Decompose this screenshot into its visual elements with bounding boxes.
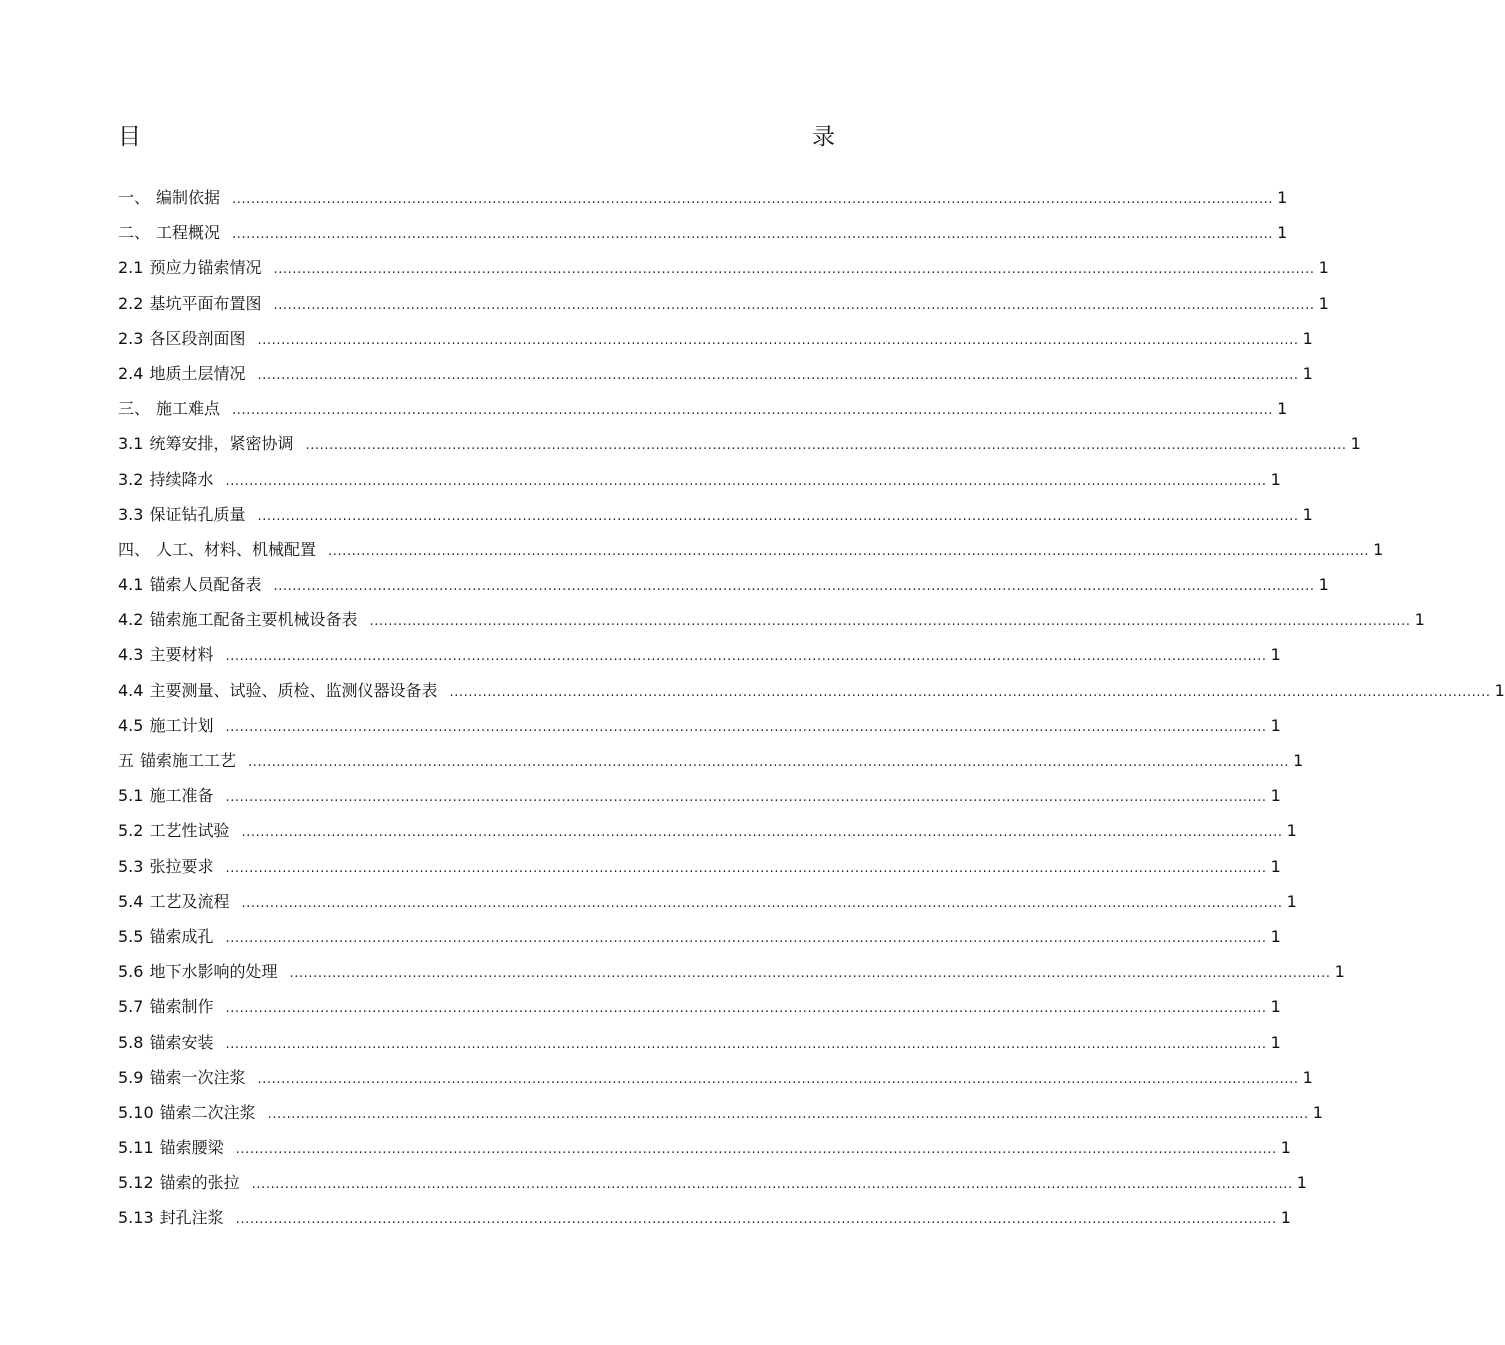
- toc-entry-number: 三、: [118, 399, 151, 419]
- toc-entry-page-number: 1: [1312, 1102, 1323, 1122]
- toc-entry-title: 锚索施工配备主要机械设备表: [149, 610, 358, 630]
- toc-entry-title: 主要测量、试验、质检、监测仪器设备表: [149, 680, 438, 700]
- toc-entry-page-number: 1: [1270, 1032, 1281, 1052]
- dot-leader: ............................................................................................................................................................................................................................: [225, 930, 1267, 946]
- toc-entry-number: 4.1: [118, 575, 144, 595]
- toc-entry-page-number: 1: [1270, 469, 1281, 489]
- dot-leader: ............................................................................................................................................................................................................................: [273, 297, 1315, 313]
- dot-leader: ............................................................................................................................................................................................................................: [225, 473, 1267, 489]
- dot-leader: ............................................................................................................................................................................................................................: [241, 895, 1283, 911]
- toc-entry-number: 5.2: [118, 821, 144, 841]
- dot-leader: ............................................................................................................................................................................................................................: [232, 192, 1274, 207]
- toc-entry-title: 封孔注浆: [159, 1208, 224, 1228]
- toc-entry-page-number: 1: [1286, 891, 1297, 911]
- toc-entry-page-number: 1: [1277, 399, 1288, 419]
- toc-entry-page-number: 1: [1270, 645, 1281, 665]
- toc-entry[interactable]: [118, 321, 1313, 356]
- toc-entry-title: 张拉要求: [149, 856, 214, 876]
- dot-leader: ............................................................................................................................................................................................................................: [232, 403, 1274, 419]
- toc-entry[interactable]: [118, 1130, 1291, 1165]
- toc-entry-number: 3.1: [118, 434, 144, 454]
- toc-entry-title: 施工计划: [149, 715, 214, 735]
- toc-entry-page-number: 1: [1302, 328, 1313, 348]
- toc-entry-title: 锚索制作: [149, 997, 214, 1017]
- toc-entry-number: 5.11: [118, 1138, 154, 1158]
- dot-leader: ............................................................................................................................................................................................................................: [225, 790, 1267, 806]
- toc-entry-title: 锚索一次注浆: [149, 1067, 246, 1087]
- dot-leader: ............................................................................................................................................................................................................................: [273, 579, 1315, 595]
- dot-leader: ............................................................................................................................................................................................................................: [248, 755, 1290, 770]
- dot-leader: ............................................................................................................................................................................................................................: [328, 543, 1370, 559]
- toc-entry-number: 2.4: [118, 363, 144, 383]
- dot-leader: ............................................................................................................................................................................................................................: [251, 1177, 1293, 1193]
- dot-leader: ............................................................................................................................................................................................................................: [257, 332, 1299, 348]
- toc-entry-title: 施工难点: [156, 399, 221, 419]
- toc-entry-page-number: 1: [1270, 786, 1281, 806]
- toc-entry-page-number: 1: [1270, 856, 1281, 876]
- toc-entry-title: 地下水影响的处理: [149, 962, 278, 982]
- toc-entry-title: 保证钻孔质量: [149, 504, 246, 524]
- toc-entry[interactable]: [118, 849, 1281, 884]
- toc-entry-number: 5.13: [118, 1208, 154, 1228]
- dot-leader: ............................................................................................................................................................................................................................: [235, 1142, 1277, 1158]
- toc-entry[interactable]: [118, 1025, 1281, 1060]
- toc-entry-number: 5.8: [118, 1032, 144, 1052]
- dot-leader: ............................................................................................................................................................................................................................: [289, 966, 1331, 982]
- toc-entry-number: 5.5: [118, 926, 144, 946]
- toc-entry-number: 二、: [118, 223, 151, 243]
- toc-entry[interactable]: [118, 1095, 1323, 1130]
- toc-entry[interactable]: [118, 462, 1281, 497]
- toc-entry[interactable]: [118, 1165, 1307, 1200]
- toc-entry-number: 5.4: [118, 891, 144, 911]
- toc-entry[interactable]: [118, 215, 1288, 250]
- dot-leader: ............................................................................................................................................................................................................................: [225, 649, 1267, 665]
- toc-entry-number: 五: [118, 751, 135, 770]
- toc-entry-page-number: 1: [1280, 1138, 1291, 1158]
- toc-entry-number: 4.4: [118, 680, 144, 700]
- toc-entry-page-number: 1: [1280, 1208, 1291, 1228]
- toc-entry[interactable]: [118, 356, 1313, 391]
- toc-entry-title: 锚索成孔: [149, 926, 214, 946]
- toc-entry-number: 5.1: [118, 786, 144, 806]
- toc-entry[interactable]: [118, 391, 1288, 426]
- toc-entry-number: 2.3: [118, 328, 144, 348]
- toc-entry-number: 4.3: [118, 645, 144, 665]
- toc-entry-page-number: 1: [1494, 680, 1505, 700]
- toc-entry-title: 锚索腰梁: [159, 1138, 224, 1158]
- dot-leader: ............................................................................................................................................................................................................................: [225, 1036, 1267, 1052]
- toc-entry-title: 锚索的张拉: [159, 1173, 240, 1193]
- toc-entry-page-number: 1: [1318, 293, 1329, 313]
- toc-entry-title: 锚索安装: [149, 1032, 214, 1052]
- toc-entry-number: 5.10: [118, 1102, 154, 1122]
- toc-entry-number: 3.3: [118, 504, 144, 524]
- toc-entry-title: 统筹安排，紧密协调: [149, 434, 294, 454]
- toc-entry-title: 施工准备: [149, 786, 214, 806]
- toc-entry-title: 人工、材料、机械配置: [156, 539, 317, 559]
- dot-leader: ............................................................................................................................................................................................................................: [267, 1106, 1309, 1122]
- toc-entry[interactable]: [118, 637, 1281, 672]
- toc-entry-page-number: 1: [1270, 715, 1281, 735]
- toc-entry[interactable]: [118, 954, 1345, 989]
- dot-leader: ............................................................................................................................................................................................................................: [257, 367, 1299, 383]
- toc-entry-title: 锚索施工工艺: [140, 751, 237, 770]
- dot-leader: ............................................................................................................................................................................................................................: [257, 1071, 1299, 1087]
- toc-entry-title: 主要材料: [149, 645, 214, 665]
- toc-entry-number: 5.9: [118, 1067, 144, 1087]
- toc-entry[interactable]: [118, 250, 1329, 285]
- toc-title-left: 目: [118, 124, 141, 150]
- toc-entry-title: 持续降水: [149, 469, 214, 489]
- toc-entry-number: 5.6: [118, 962, 144, 982]
- toc-entry-page-number: 1: [1350, 434, 1361, 454]
- dot-leader: ............................................................................................................................................................................................................................: [232, 227, 1274, 243]
- toc-entry[interactable]: [118, 884, 1297, 919]
- dot-leader: ............................................................................................................................................................................................................................: [305, 438, 1347, 454]
- toc-entry-number: 4.5: [118, 715, 144, 735]
- dot-leader: ............................................................................................................................................................................................................................: [225, 1001, 1267, 1017]
- toc-title-right: 录: [812, 124, 835, 150]
- toc-entry-number: 一、: [118, 188, 151, 207]
- toc-entry[interactable]: [118, 1060, 1313, 1095]
- toc-entry-title: 工程概况: [156, 223, 221, 243]
- dot-leader: ............................................................................................................................................................................................................................: [235, 1212, 1277, 1228]
- dot-leader: ............................................................................................................................................................................................................................: [225, 860, 1267, 876]
- toc-entry-title: 编制依据: [156, 188, 221, 207]
- toc-entry-page-number: 1: [1373, 539, 1384, 559]
- toc-entry[interactable]: [118, 426, 1361, 461]
- toc-entry[interactable]: [118, 602, 1425, 637]
- toc-entry-page-number: 1: [1318, 575, 1329, 595]
- toc-entry-page-number: 1: [1414, 610, 1425, 630]
- toc-entry[interactable]: [118, 497, 1313, 532]
- toc-entry-page-number: 1: [1270, 997, 1281, 1017]
- dot-leader: ............................................................................................................................................................................................................................: [241, 825, 1283, 841]
- toc-entry-number: 四、: [118, 539, 151, 559]
- toc-entry[interactable]: [118, 778, 1281, 813]
- toc-entry-title: 工艺及流程: [149, 891, 230, 911]
- toc-entry[interactable]: [118, 813, 1297, 848]
- toc-entry-number: 5.7: [118, 997, 144, 1017]
- toc-entry-title: 基坑平面布置图: [149, 293, 262, 313]
- toc-entry-page-number: 1: [1302, 363, 1313, 383]
- toc-entry-page-number: 1: [1318, 258, 1329, 278]
- toc-entry-title: 各区段剖面图: [149, 328, 246, 348]
- toc-entry-page-number: 1: [1302, 1067, 1313, 1087]
- toc-entry-title: 锚索二次注浆: [159, 1102, 256, 1122]
- toc-entry-page-number: 1: [1296, 1173, 1307, 1193]
- toc-entry-number: 5.3: [118, 856, 144, 876]
- toc-entry[interactable]: [118, 708, 1281, 743]
- toc-entry[interactable]: [118, 919, 1281, 954]
- toc-entry-page-number: 1: [1277, 188, 1288, 207]
- toc-entry-page-number: 1: [1334, 962, 1345, 982]
- toc-entry-page-number: 1: [1277, 223, 1288, 243]
- dot-leader: ............................................................................................................................................................................................................................: [273, 262, 1315, 278]
- toc-entry-page-number: 1: [1286, 821, 1297, 841]
- toc-entry-title: 预应力锚索情况: [149, 258, 262, 278]
- toc-entry-title: 锚索人员配备表: [149, 575, 262, 595]
- toc-entry-number: 5.12: [118, 1173, 154, 1193]
- toc-entry-number: 2.2: [118, 293, 144, 313]
- dot-leader: ............................................................................................................................................................................................................................: [449, 684, 1491, 700]
- toc-entry-title: 地质土层情况: [149, 363, 246, 383]
- toc-entry[interactable]: [118, 180, 1288, 215]
- toc-entry-title: 工艺性试验: [149, 821, 230, 841]
- toc-entry[interactable]: [118, 743, 1304, 778]
- toc-entry-number: 2.1: [118, 258, 144, 278]
- dot-leader: ............................................................................................................................................................................................................................: [225, 719, 1267, 735]
- toc-entry-number: 3.2: [118, 469, 144, 489]
- table-of-contents: [118, 180, 1505, 1236]
- toc-entry[interactable]: [118, 567, 1329, 602]
- toc-entry-page-number: 1: [1302, 504, 1313, 524]
- toc-entry-number: 4.2: [118, 610, 144, 630]
- toc-entry[interactable]: [118, 673, 1505, 708]
- toc-entry[interactable]: [118, 532, 1384, 567]
- dot-leader: ............................................................................................................................................................................................................................: [369, 614, 1411, 630]
- dot-leader: ............................................................................................................................................................................................................................: [257, 508, 1299, 524]
- toc-entry[interactable]: [118, 1200, 1291, 1235]
- toc-entry[interactable]: [118, 286, 1329, 321]
- toc-entry-page-number: 1: [1293, 751, 1304, 770]
- toc-entry-page-number: 1: [1270, 926, 1281, 946]
- toc-entry[interactable]: [118, 989, 1281, 1024]
